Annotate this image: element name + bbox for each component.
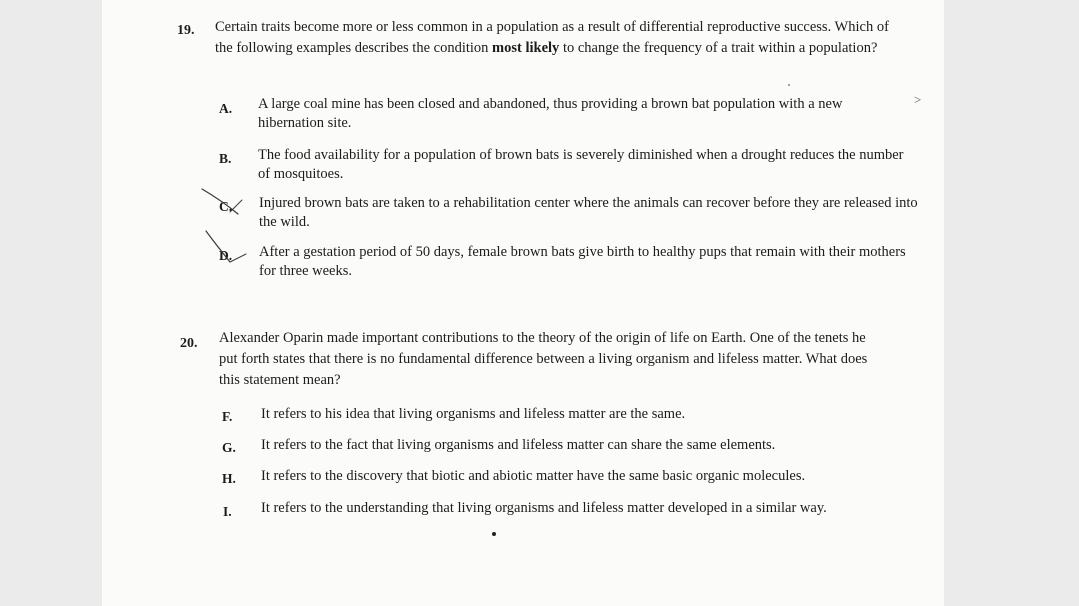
question-prompt: Alexander Oparin made important contributions to the theory of the origin of life on Earth. One of the tenets he put forth states that there is no fundamental difference between a living organism and lifeless matter. What does this statement mean?: [219, 330, 868, 388]
option-text: It refers to his idea that living organisms and lifeless matter are the same.: [261, 406, 686, 422]
option-letter: D.: [219, 248, 233, 263]
option-letter: H.: [222, 471, 236, 486]
option-letter: G.: [222, 440, 236, 455]
option-letter: C.: [219, 199, 233, 214]
option-letter: F.: [222, 409, 233, 424]
option-text: A large coal mine has been closed and abandoned, thus providing a brown bat population with a new hibernation site.: [258, 96, 843, 131]
option-text: It refers to the understanding that living organisms and lifeless matter developed in a similar way.: [261, 500, 827, 516]
option-text: The food availability for a population of brown bats is severely diminished when a drought reduces the number of mosquitoes.: [258, 147, 904, 182]
option-letter: B.: [219, 151, 232, 166]
margin-mark: >: [914, 92, 922, 107]
option-text: Injured brown bats are taken to a rehabilitation center where the animals can recover before they are released into the wild.: [259, 195, 918, 230]
ink-dot: [492, 532, 496, 536]
question-number: 20.: [180, 336, 198, 351]
option-letter: I.: [223, 504, 232, 519]
option-text: It refers to the discovery that biotic and abiotic matter have the same basic organic molecules.: [261, 468, 806, 484]
option-text: It refers to the fact that living organisms and lifeless matter can share the same elements.: [261, 437, 776, 453]
strike-mark-d-tick: [230, 254, 246, 262]
option-letter: A.: [219, 101, 233, 116]
emphasis-text: most likely: [492, 40, 560, 56]
question-number: 19.: [177, 23, 195, 38]
question-prompt: Certain traits become more or less common in a population as a result of differential reproductive success. Which of the following examples describes the condition most likely to change the frequency of a trait within a population?: [215, 19, 889, 56]
option-text: After a gestation period of 50 days, female brown bats give birth to healthy pups that remain with their mothers for three weeks.: [259, 244, 906, 279]
worksheet-page: [102, 0, 944, 606]
paper-speck: [788, 84, 790, 86]
